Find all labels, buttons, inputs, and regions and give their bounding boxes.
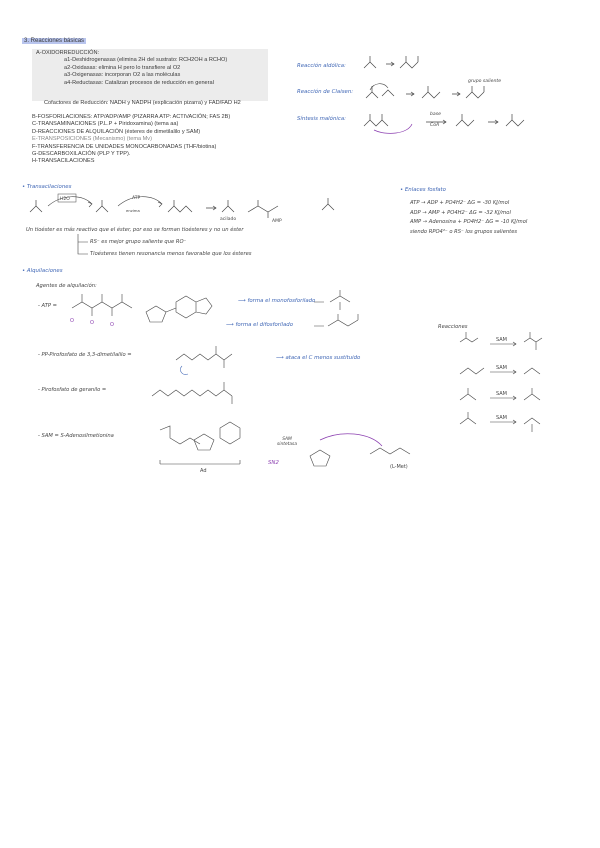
alkyl-item-label: SAM = S-Adenosilmetionina [41,433,114,439]
transacylation-note: RS⁻ es mejor grupo saliente que RO⁻ [90,239,187,245]
page-title [22,38,86,46]
alkylation-title-text: Alquilaciones [26,268,63,274]
list-item: B-FOSFORILACIONES: ATP/ADP/AMP (PIZARRA ATP: ACTIVACIÓN; FAS 2B) [32,114,231,120]
claisen-label: Reacción de Claisen: [297,89,354,95]
svg-text:O: O [110,322,114,328]
malonic-label: Síntesis malónica: [297,116,346,122]
reactions-title: Reacciones [438,324,468,330]
sam-ad-label: Ad [200,468,207,474]
transacylation-title-text: Transacilaciones [26,184,72,190]
atp-structure [66,288,236,332]
list-item: E-TRANSPOSICIONES (Mecanismo) (tema Mv) [32,136,152,143]
oxidoreduction-heading: A-OXIDORREDUCCIÓN: [36,50,100,56]
list-item: C-TRANSAMINACIONES (P.L.P + Piridoxamina) (tema aa) [32,121,179,128]
aldolic-label: Reacción aldólica: [297,63,346,69]
alkyl-item-label: PP-Pirofosfato de 3,3-dimetilalilo [41,352,126,358]
alkylation-subtitle: Agentes de alquilación: [36,283,97,289]
cofactors-text: Cofactores de Reducción: NADH y NADPH (explicación pizarra) y FAD/FAD H2 [44,100,241,106]
note-bracket [76,234,90,260]
oxidoreduction-item: a2-Oxidasas: elimina H pero lo transfiere al O2 [64,64,181,71]
phosphate-line: ADP → AMP + PO4H2⁻ ΔG = -32 KJ/mol [410,209,511,216]
aldolic-scheme [360,52,440,76]
dimethylallyl-structure [172,340,272,380]
list-item: G-DESCARBOXILACIÓN (PLP Y TPP). [32,150,131,157]
pp-note: ⟶ ataca el C menos sustituido [276,355,361,361]
sam-products [300,426,450,476]
label-acilado: acilado [220,217,237,222]
phosphate-note: siendo RPO4²⁻ o RS⁻ los grupos salientes [410,228,518,235]
transacylation-note: Un tioéster es más reactivo que el éster, por eso se forman tioésteres y no un éster [26,227,244,233]
geranyl-structure [148,376,258,412]
phosphate-title: • Enlaces fosfato [400,187,446,193]
malonic-scheme [360,106,560,136]
reagent-enzyme: enzima [126,208,140,213]
phosphate-line: ATP → ADP + PO4H2⁻ ΔG = -30 KJ/mol [410,200,510,206]
oxidoreduction-content [36,50,227,87]
oxidoreduction-item: a4-Reductasas: Catalizan procesos de reducción en general [64,79,214,86]
alkyl-item-geranyl: - Pirofosfato de geranilo = [38,387,107,393]
svg-text:O: O [70,318,74,324]
sam-structure [140,416,260,476]
sam-sn2-label: SN2 [268,460,279,466]
claisen-note: grupo saliente [468,79,502,84]
phosphate-line: AMP → Adenosina + PO4H2⁻ ΔG = -10 KJ/mol [410,219,528,226]
oxidoreduction-item: a3-Oxigenasas: incorporan O2 a las moléculas [64,72,181,79]
atp-note-2: ⟶ forma el difosforilado [226,322,294,328]
reaction-type-list [32,114,230,166]
pp-note-text: ataca el C menos sustituido [285,355,361,361]
phosphate-title-text: Enlaces fosfato [404,187,446,193]
reagent-water: H2O [60,197,70,202]
transacylation-note: Tioésteres tienen resonancia menos favorable que los ésteres [90,251,252,257]
claisen-scheme [360,78,510,108]
transacylation-title: • Transacilaciones [22,184,72,190]
sam-product-label: (L-Met) [390,464,408,470]
malonic-reagent-top: base [430,112,441,117]
alkyl-item-pp: - PP-Pirofosfato de 3,3-dimetilalilo = [38,352,132,358]
sam-reagent: SAM [496,337,508,343]
alkyl-item-atp: - ATP = [38,303,57,309]
sam-reactions [440,330,570,450]
list-item: D-REACCIONES DE ALQUILACIÓN (ésteres de dimetilalilo y SAM) [32,128,201,135]
page-title-text: 3. Reacciones básicas [24,38,85,44]
atp-note-text: forma el difosforilado [235,322,294,328]
atp-note-1: ⟶ forma el monofosforilado [238,298,316,304]
sam-reagent: SAM [496,415,508,421]
alkylation-title: • Alquilaciones [22,268,63,274]
atp-products [310,290,370,334]
atp-note-text: forma el monofosforilado [247,298,316,304]
alkyl-item-label: ATP [41,303,51,309]
sam-reagent: SAM [496,391,508,397]
sam-synthetase-label: SAM sintetasa [276,437,298,448]
phosphate-lines [410,199,527,238]
transacylation-scheme [22,190,352,224]
list-item: F-TRANSFERENCIA DE UNIDADES MONOCARBONADAS (THF/biotina) [32,143,217,150]
oxidoreduction-item: a1-Deshidrogenasas (elimina 2H del sustrato: RCH2OH a RCHO) [64,57,228,64]
alkyl-item-sam: - SAM = S-Adenosilmetionina [38,433,114,439]
svg-text:O: O [90,320,94,326]
label-amp: AMP [272,219,282,224]
malonic-reagent-bottom: CoA [430,123,440,128]
reagent-atp: ATP [132,196,141,201]
sam-reagent: SAM [496,365,508,371]
list-item: H-TRANSACILACIONES [32,158,95,165]
alkyl-item-label: Pirofosfato de geranilo [41,387,101,393]
